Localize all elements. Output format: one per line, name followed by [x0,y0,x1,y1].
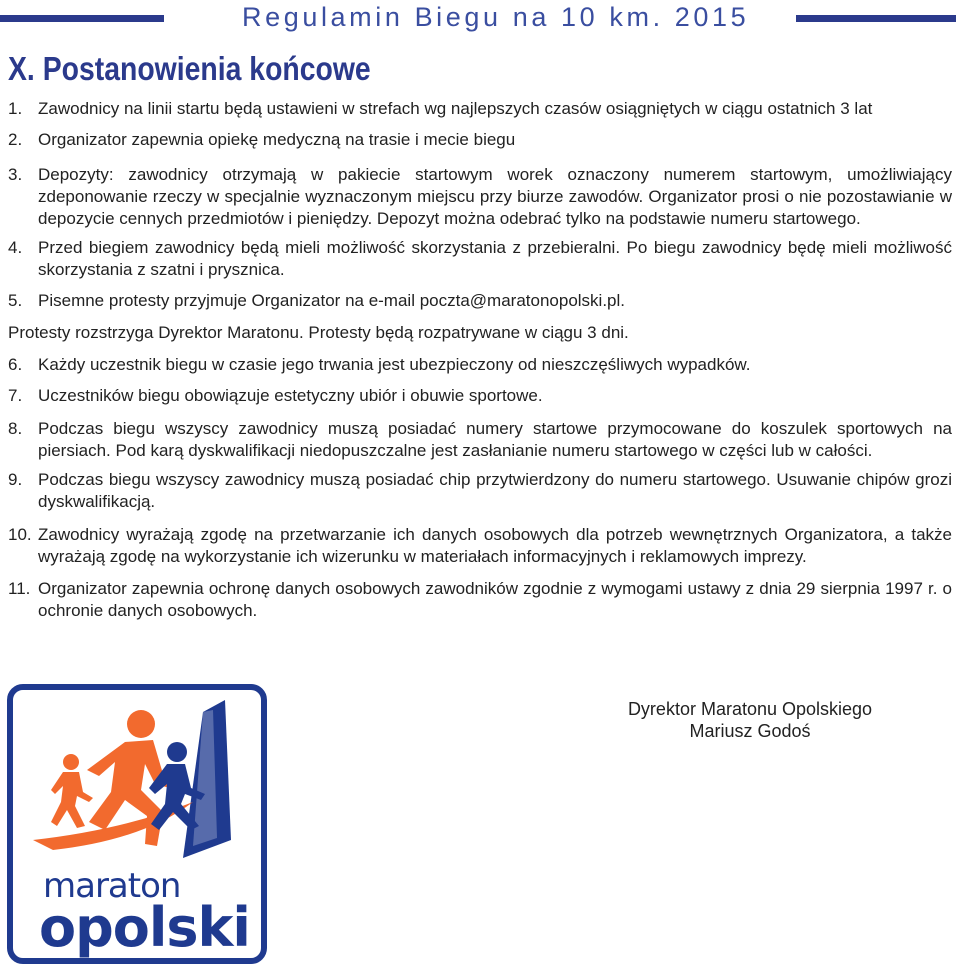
item-text: Przed biegiem zawodnicy będą mieli możliwość skorzystania z przebieralni. Po biegu zawodnicy będę mieli możliwość skorzystania z szatni i prysznica. [38,238,952,279]
list-item [8,418,952,462]
item-text: Każdy uczestnik biegu w czasie jego trwania jest ubezpieczony od nieszczęśliwych wypadków. [38,355,751,374]
header-bar-left [0,15,164,22]
item-number: 4. [8,238,23,257]
document-header-title: Regulamin Biegu na 10 km. 2015 [242,2,750,32]
logo-word-opolski: opolski [39,896,250,959]
protest-note: Protesty rozstrzyga Dyrektor Maratonu. Protesty będą rozpatrywane w ciągu 3 dni. [8,323,629,342]
header-bar-right [796,15,956,22]
item-number: 5. [8,291,23,310]
item-number: 10. [8,525,32,544]
section-title: X. Postanowienia końcowe [8,50,371,87]
item-number: 2. [8,130,23,149]
item-number: 8. [8,419,23,438]
item-text: Depozyty: zawodnicy otrzymają w pakiecie startowym worek oznaczony numerem startowym, umożliwiający zdeponowanie rzeczy w specjalnie wyznaczonym miejscu przy biurze zawodów. Organizator prosi o nie pozostawianie w depozycie cennych przedmiotów i pieniędzy. Depozyt można odebrać tylko na podstawie numeru startowego. [38,165,952,228]
item-number: 9. [8,470,23,489]
item-number: 6. [8,355,23,374]
item-text: Organizator zapewnia opiekę medyczną na trasie i mecie biegu [38,130,516,149]
list-item [8,578,952,622]
list-item [8,524,952,568]
list-item [8,354,952,376]
logo-word-maraton: maraton [43,866,181,906]
list-item [8,129,952,151]
item-text: Zawodnicy na linii startu będą ustawieni w strefach wg najlepszych czasów osiągniętych w ciągu ostatnich 3 lat [38,99,873,118]
list-item [8,290,952,312]
list-item [8,469,952,513]
item-number: 11. [8,579,31,598]
list-item [8,237,952,281]
item-number: 7. [8,386,23,405]
maraton-opolski-logo [7,684,267,964]
signature-block [560,698,940,742]
item-text: Organizator zapewnia ochronę danych osobowych zawodników zgodnie z wymogami ustawy z dnia 29 sierpnia 1997 r. o ochronie danych osobowych. [38,579,952,620]
item-text: Uczestników biegu obowiązuje estetyczny ubiór i obuwie sportowe. [38,386,543,405]
list-item [8,164,952,230]
signature-role: Dyrektor Maratonu Opolskiego [627,699,873,719]
item-text: Zawodnicy wyrażają zgodę na przetwarzanie ich danych osobowych dla potrzeb wewnętrznych Organizatora, a także wyrażają zgodę na wykorzystanie ich wizerunku w materiałach informacyjnych i reklamowych imprezy. [38,525,952,566]
item-text: Podczas biegu wszyscy zawodnicy muszą posiadać chip przytwierdzony do numeru startowego. Usuwanie chipów grozi dyskwalifikacją. [38,470,952,511]
list-item [8,98,952,120]
signature-name: Mariusz Godoś [689,721,811,741]
item-number: 1. [8,99,23,118]
item-text: Podczas biegu wszyscy zawodnicy muszą posiadać numery startowe przymocowane do koszulek sportowych na piersiach. Pod karą dyskwalifikacji niedopuszczalne jest zasłanianie numeru startowego w części lub w całości. [38,419,952,460]
item-number: 3. [8,165,23,184]
list-item [8,385,952,407]
item-text: Pisemne protesty przyjmuje Organizator na e-mail poczta@maratonopolski.pl. [38,291,626,310]
